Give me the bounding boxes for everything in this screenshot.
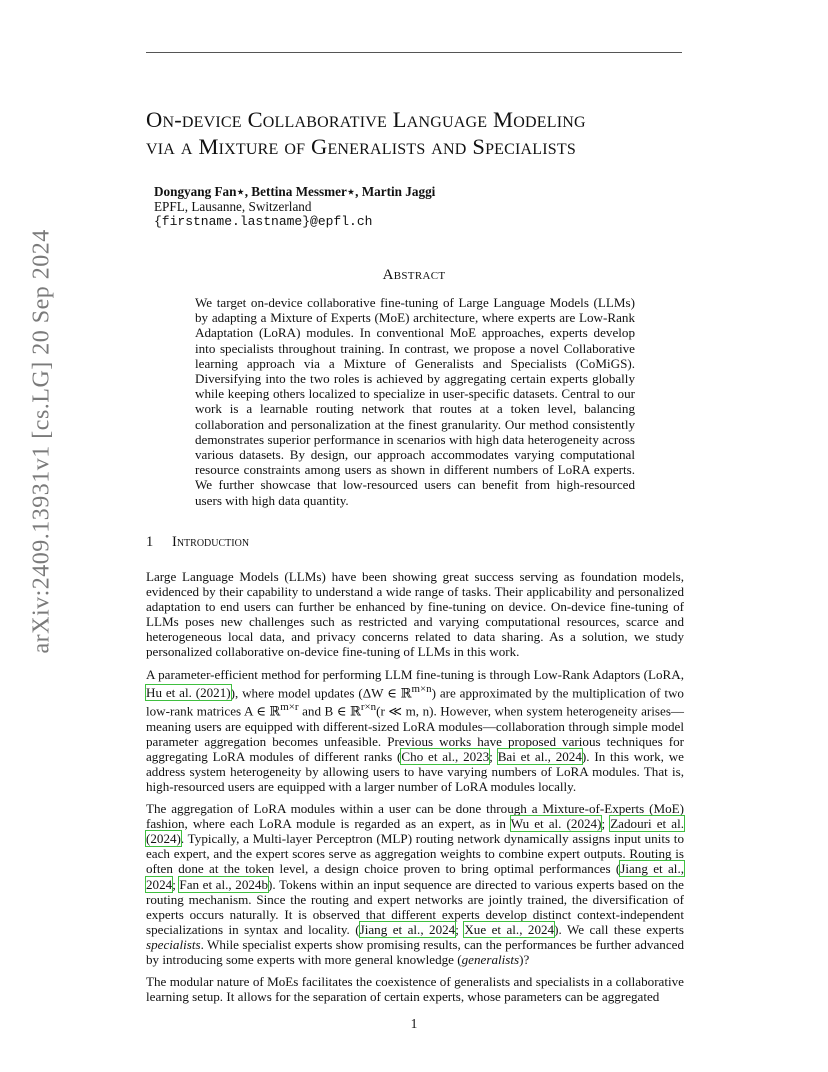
text-run: ; bbox=[455, 921, 465, 937]
superscript: m×n bbox=[411, 682, 432, 695]
text-run: ; bbox=[601, 816, 611, 832]
body-text bbox=[146, 569, 684, 1011]
citation-link[interactable]: Xue et al., 2024 bbox=[464, 921, 555, 937]
title-line-1: On-device Collaborative Language Modeling bbox=[146, 107, 586, 132]
text-run: The aggregation of LoRA modules within a user can be done through a Mixture-of-Experts (MoE) fashion, where each LoRA module is regarded as an expert, as in bbox=[146, 801, 684, 832]
text-run: ) are approximated by the multiplication of two low-rank matrices A ∈ ℝ bbox=[146, 685, 684, 719]
paragraph-1: Large Language Models (LLMs) have been showing great success serving as foundation models, evidenced by their capability to understand a wide range of tasks. Their applicability and personalized adaptation to end users can further be enhanced by fine-tuning on device. On-device fine-tuning of LLMs poses new challenges such as restricted and varying computational resources, scarce and heterogeneous local data, and privacy concerns related to data sharing. As a solution, we study personalized collaborative on-device fine-tuning of LLMs in this work. bbox=[146, 569, 684, 660]
paragraph-2 bbox=[146, 667, 684, 794]
section-number: 1 bbox=[146, 534, 154, 550]
email-address: {firstname.lastname}@epfl.ch bbox=[154, 214, 373, 229]
text-run: A parameter-efficient method for performing LLM fine-tuning is through Low-Rank Adaptors (LoRA, bbox=[146, 666, 684, 682]
paragraph-4: The modular nature of MoEs facilitates the coexistence of generalists and specialists in a collaborative learning setup. It allows for the separation of certain experts, whose parameters can be aggregated bbox=[146, 974, 684, 1005]
citation-link[interactable]: Bai et al., 2024 bbox=[497, 748, 582, 764]
text-run: . Typically, a Multi-layer Perceptron (MLP) routing network dynamically assigns input units to each expert, and the expert scores serve as aggregation weights to combine expert outputs. Routing is often done at the token level, a design choice proven to bring optimal performances ( bbox=[146, 831, 684, 877]
section-title: Introduction bbox=[172, 534, 250, 550]
arxiv-sidebar-stamp: arXiv:2409.13931v1 [cs.LG] 20 Sep 2024 bbox=[28, 229, 55, 654]
citation-link[interactable]: Fan et al., 2024b bbox=[179, 876, 269, 892]
text-run: ; bbox=[172, 876, 180, 892]
text-run: ), where model updates (ΔW ∈ ℝ bbox=[230, 685, 412, 701]
title-line-2: via a Mixture of Generalists and Specialists bbox=[146, 134, 576, 159]
superscript: r×n bbox=[360, 701, 377, 714]
text-run: ; bbox=[489, 748, 498, 764]
emphasis: specialists bbox=[146, 936, 201, 952]
citation-link[interactable]: Jiang et al., 2024 bbox=[146, 861, 684, 892]
citation-link[interactable]: Jiang et al., 2024 bbox=[359, 921, 456, 937]
citation-link[interactable]: Zadouri et al. (2024) bbox=[146, 816, 684, 847]
text-run: ). We call these experts bbox=[554, 921, 685, 937]
emphasis: generalists bbox=[461, 951, 520, 967]
text-run: (r ≪ m, n). However, when system heterogeneity arises—meaning users are equipped with different-sized LoRA modules—collaboration through simple model parameter aggregation becomes unfeasible. Previous works have proposed various techniques for aggregating LoRA modules of different ranks ( bbox=[146, 703, 685, 764]
text-run: and B ∈ ℝ bbox=[298, 703, 361, 719]
header-rule bbox=[146, 52, 682, 53]
citation-link[interactable]: Cho et al., 2023 bbox=[401, 748, 490, 764]
page-number: 1 bbox=[410, 1016, 418, 1031]
abstract-heading: Abstract bbox=[382, 267, 446, 283]
citation-link[interactable]: Hu et al. (2021) bbox=[146, 685, 231, 701]
text-run: . While specialist experts show promising results, can the performances be further advanced by introducing some experts with more general knowledge ( bbox=[146, 936, 684, 967]
text-run: ). Tokens within an input sequence are directed to various experts based on the routing mechanism. Since the routing and expert networks are jointly trained, the diversification of experts occurs naturally. It is observed that different experts develop distinct context-independent specializations in syntax and locality. ( bbox=[146, 876, 684, 937]
superscript: m×r bbox=[280, 701, 299, 714]
section-heading bbox=[146, 534, 249, 551]
paragraph-3 bbox=[146, 801, 684, 967]
paper-title bbox=[146, 106, 706, 160]
affiliation: EPFL, Lausanne, Switzerland bbox=[154, 199, 312, 214]
text-run: )? bbox=[519, 951, 530, 967]
author-list: Dongyang Fan⋆, Bettina Messmer⋆, Martin Jaggi bbox=[154, 184, 436, 199]
abstract-text: We target on-device collaborative fine-tuning of Large Language Models (LLMs) by adapting a Mixture of Experts (MoE) architecture, where experts are Low-Rank Adaptation (LoRA) modules. In conventional MoE approaches, experts develop into specialists throughout training. In contrast, we propose a novel Collaborative learning approach via a Mixture of Generalists and Specialists (CoMiGS). Diversifying into the two roles is achieved by aggregating certain experts globally while keeping others localized to specialize in user-specific datasets. Central to our work is a learnable routing network that routes at a token level, balancing collaboration and personalization at the finest granularity. Our method consistently demonstrates superior performance in scenarios with high data heterogeneity across various datasets. By design, our approach accommodates varying computational resource constraints among users as shown in different numbers of LoRA experts. We further showcase that low-resourced users can benefit from high-resourced users with high data quantity. bbox=[195, 295, 635, 508]
citation-link[interactable]: Wu et al. (2024) bbox=[510, 816, 602, 832]
text-run: ). In this work, we address system heterogeneity by allowing users to have varying numbers of LoRA modules. That is, high-resourced users are equipped with a larger number of LoRA modules locally. bbox=[146, 748, 684, 794]
